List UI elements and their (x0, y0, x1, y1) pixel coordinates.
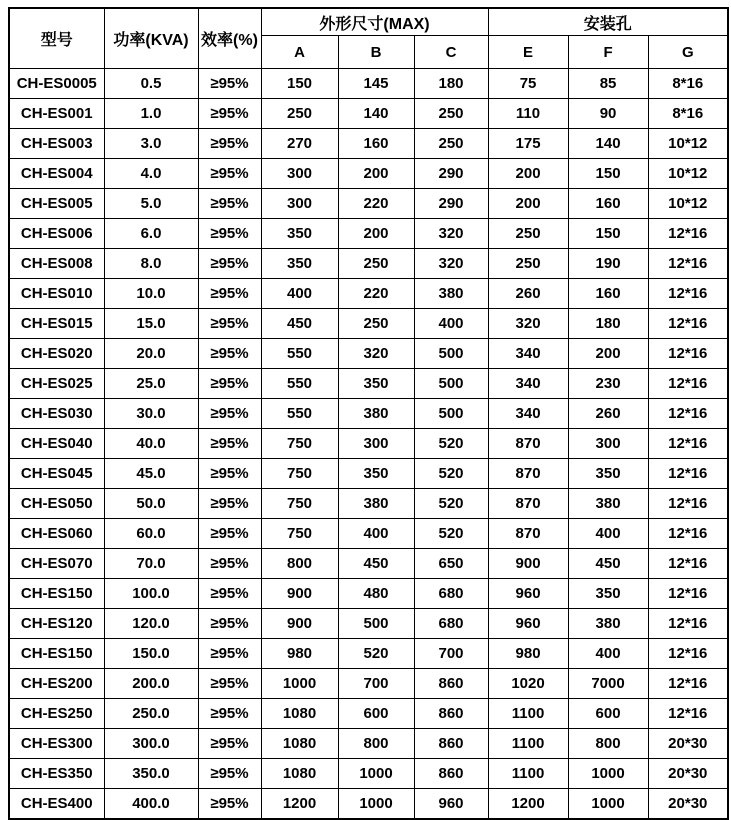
cell-dim-a: 800 (261, 549, 338, 579)
cell-hole-f: 140 (568, 129, 648, 159)
table-body (9, 69, 728, 820)
cell-dim-b: 220 (338, 189, 414, 219)
cell-hole-f: 150 (568, 219, 648, 249)
cell-hole-f: 150 (568, 159, 648, 189)
cell-dim-b: 1000 (338, 789, 414, 820)
cell-hole-g: 12*16 (648, 399, 728, 429)
cell-hole-g: 8*16 (648, 69, 728, 99)
cell-hole-f: 450 (568, 549, 648, 579)
cell-model: CH-ES015 (9, 309, 104, 339)
cell-dim-a: 900 (261, 609, 338, 639)
cell-dim-b: 160 (338, 129, 414, 159)
cell-efficiency: ≥95% (198, 669, 261, 699)
cell-hole-f: 300 (568, 429, 648, 459)
cell-hole-g: 12*16 (648, 609, 728, 639)
cell-dim-c: 180 (414, 69, 488, 99)
cell-hole-g: 12*16 (648, 309, 728, 339)
cell-dim-a: 750 (261, 489, 338, 519)
table-row (9, 489, 728, 519)
cell-efficiency: ≥95% (198, 639, 261, 669)
cell-hole-f: 200 (568, 339, 648, 369)
cell-hole-e: 1020 (488, 669, 568, 699)
cell-hole-f: 380 (568, 489, 648, 519)
cell-dim-c: 320 (414, 219, 488, 249)
cell-efficiency: ≥95% (198, 249, 261, 279)
cell-dim-a: 1200 (261, 789, 338, 820)
cell-dim-a: 270 (261, 129, 338, 159)
cell-power: 5.0 (104, 189, 198, 219)
cell-dim-a: 400 (261, 279, 338, 309)
cell-power: 200.0 (104, 669, 198, 699)
cell-power: 250.0 (104, 699, 198, 729)
cell-model: CH-ES006 (9, 219, 104, 249)
header-dimensions-group: 外形尺寸(MAX) (261, 8, 488, 36)
cell-hole-g: 12*16 (648, 549, 728, 579)
header-hole-f: F (568, 36, 648, 69)
cell-dim-b: 520 (338, 639, 414, 669)
cell-efficiency: ≥95% (198, 279, 261, 309)
cell-hole-g: 20*30 (648, 759, 728, 789)
cell-dim-c: 700 (414, 639, 488, 669)
cell-dim-b: 300 (338, 429, 414, 459)
cell-dim-b: 380 (338, 489, 414, 519)
cell-dim-c: 520 (414, 459, 488, 489)
header-efficiency: 效率(%) (198, 8, 261, 69)
cell-hole-e: 870 (488, 489, 568, 519)
cell-hole-g: 20*30 (648, 789, 728, 820)
header-hole-g: G (648, 36, 728, 69)
table-row (9, 429, 728, 459)
cell-model: CH-ES020 (9, 339, 104, 369)
cell-hole-f: 190 (568, 249, 648, 279)
cell-efficiency: ≥95% (198, 489, 261, 519)
cell-hole-e: 340 (488, 339, 568, 369)
cell-model: CH-ES010 (9, 279, 104, 309)
cell-power: 150.0 (104, 639, 198, 669)
cell-dim-c: 290 (414, 159, 488, 189)
table-row (9, 549, 728, 579)
cell-dim-b: 700 (338, 669, 414, 699)
cell-power: 100.0 (104, 579, 198, 609)
cell-efficiency: ≥95% (198, 69, 261, 99)
cell-hole-e: 250 (488, 219, 568, 249)
cell-power: 15.0 (104, 309, 198, 339)
cell-hole-g: 10*12 (648, 189, 728, 219)
cell-model: CH-ES350 (9, 759, 104, 789)
cell-hole-e: 340 (488, 369, 568, 399)
cell-dim-c: 860 (414, 669, 488, 699)
cell-efficiency: ≥95% (198, 129, 261, 159)
cell-efficiency: ≥95% (198, 189, 261, 219)
cell-hole-e: 1100 (488, 699, 568, 729)
cell-hole-e: 870 (488, 459, 568, 489)
cell-efficiency: ≥95% (198, 159, 261, 189)
cell-dim-b: 200 (338, 159, 414, 189)
cell-hole-f: 90 (568, 99, 648, 129)
cell-dim-a: 350 (261, 249, 338, 279)
header-dim-a: A (261, 36, 338, 69)
cell-hole-e: 980 (488, 639, 568, 669)
cell-hole-e: 1100 (488, 759, 568, 789)
cell-power: 30.0 (104, 399, 198, 429)
cell-dim-b: 1000 (338, 759, 414, 789)
cell-hole-g: 12*16 (648, 699, 728, 729)
cell-efficiency: ≥95% (198, 519, 261, 549)
cell-dim-a: 450 (261, 309, 338, 339)
cell-dim-b: 145 (338, 69, 414, 99)
cell-dim-b: 220 (338, 279, 414, 309)
cell-power: 8.0 (104, 249, 198, 279)
cell-dim-c: 680 (414, 609, 488, 639)
cell-hole-g: 12*16 (648, 669, 728, 699)
cell-hole-e: 75 (488, 69, 568, 99)
cell-dim-c: 320 (414, 249, 488, 279)
cell-dim-a: 550 (261, 399, 338, 429)
cell-dim-b: 250 (338, 309, 414, 339)
cell-hole-f: 260 (568, 399, 648, 429)
cell-dim-b: 140 (338, 99, 414, 129)
cell-model: CH-ES060 (9, 519, 104, 549)
cell-dim-b: 380 (338, 399, 414, 429)
cell-efficiency: ≥95% (198, 759, 261, 789)
cell-dim-c: 680 (414, 579, 488, 609)
cell-hole-f: 230 (568, 369, 648, 399)
cell-hole-g: 12*16 (648, 369, 728, 399)
table-row (9, 669, 728, 699)
cell-power: 300.0 (104, 729, 198, 759)
cell-dim-b: 350 (338, 369, 414, 399)
cell-hole-g: 12*16 (648, 339, 728, 369)
cell-dim-a: 150 (261, 69, 338, 99)
cell-dim-c: 500 (414, 339, 488, 369)
cell-dim-a: 980 (261, 639, 338, 669)
cell-model: CH-ES200 (9, 669, 104, 699)
cell-dim-c: 520 (414, 519, 488, 549)
cell-power: 0.5 (104, 69, 198, 99)
cell-dim-c: 650 (414, 549, 488, 579)
cell-model: CH-ES400 (9, 789, 104, 820)
cell-dim-a: 1080 (261, 729, 338, 759)
cell-dim-a: 750 (261, 519, 338, 549)
cell-dim-a: 300 (261, 159, 338, 189)
cell-hole-f: 180 (568, 309, 648, 339)
cell-power: 6.0 (104, 219, 198, 249)
table-row (9, 279, 728, 309)
cell-model: CH-ES001 (9, 99, 104, 129)
cell-hole-g: 12*16 (648, 489, 728, 519)
cell-hole-e: 175 (488, 129, 568, 159)
cell-efficiency: ≥95% (198, 219, 261, 249)
cell-efficiency: ≥95% (198, 579, 261, 609)
cell-dim-a: 750 (261, 459, 338, 489)
cell-model: CH-ES045 (9, 459, 104, 489)
cell-dim-b: 400 (338, 519, 414, 549)
cell-dim-a: 550 (261, 339, 338, 369)
cell-dim-c: 520 (414, 489, 488, 519)
table-row (9, 249, 728, 279)
cell-hole-f: 1000 (568, 759, 648, 789)
cell-model: CH-ES150 (9, 579, 104, 609)
cell-dim-a: 250 (261, 99, 338, 129)
cell-hole-e: 1100 (488, 729, 568, 759)
cell-dim-c: 400 (414, 309, 488, 339)
cell-hole-g: 12*16 (648, 249, 728, 279)
table-row (9, 699, 728, 729)
cell-dim-b: 500 (338, 609, 414, 639)
table-row (9, 729, 728, 759)
header-model: 型号 (9, 8, 104, 69)
cell-dim-c: 960 (414, 789, 488, 820)
cell-hole-e: 260 (488, 279, 568, 309)
cell-power: 4.0 (104, 159, 198, 189)
cell-dim-a: 300 (261, 189, 338, 219)
header-hole-e: E (488, 36, 568, 69)
cell-hole-e: 110 (488, 99, 568, 129)
cell-hole-g: 12*16 (648, 459, 728, 489)
cell-dim-a: 1080 (261, 699, 338, 729)
table-row (9, 339, 728, 369)
table-row (9, 759, 728, 789)
cell-efficiency: ≥95% (198, 399, 261, 429)
cell-dim-a: 750 (261, 429, 338, 459)
cell-hole-g: 10*12 (648, 129, 728, 159)
cell-hole-f: 380 (568, 609, 648, 639)
cell-dim-c: 250 (414, 99, 488, 129)
cell-hole-e: 1200 (488, 789, 568, 820)
cell-power: 45.0 (104, 459, 198, 489)
cell-hole-e: 340 (488, 399, 568, 429)
cell-model: CH-ES030 (9, 399, 104, 429)
cell-hole-e: 960 (488, 579, 568, 609)
cell-power: 70.0 (104, 549, 198, 579)
cell-hole-g: 12*16 (648, 279, 728, 309)
header-dim-b: B (338, 36, 414, 69)
cell-power: 350.0 (104, 759, 198, 789)
cell-hole-f: 800 (568, 729, 648, 759)
table-row (9, 519, 728, 549)
cell-dim-c: 860 (414, 729, 488, 759)
table-row (9, 369, 728, 399)
cell-hole-e: 870 (488, 429, 568, 459)
table-row (9, 129, 728, 159)
cell-dim-c: 860 (414, 759, 488, 789)
cell-efficiency: ≥95% (198, 99, 261, 129)
table-row (9, 459, 728, 489)
cell-efficiency: ≥95% (198, 549, 261, 579)
cell-hole-g: 12*16 (648, 579, 728, 609)
cell-hole-g: 12*16 (648, 219, 728, 249)
cell-efficiency: ≥95% (198, 459, 261, 489)
cell-model: CH-ES003 (9, 129, 104, 159)
cell-dim-b: 200 (338, 219, 414, 249)
cell-hole-g: 8*16 (648, 99, 728, 129)
cell-dim-a: 900 (261, 579, 338, 609)
table-row (9, 309, 728, 339)
cell-dim-c: 860 (414, 699, 488, 729)
cell-model: CH-ES150 (9, 639, 104, 669)
cell-power: 120.0 (104, 609, 198, 639)
cell-efficiency: ≥95% (198, 699, 261, 729)
cell-dim-b: 450 (338, 549, 414, 579)
cell-dim-b: 250 (338, 249, 414, 279)
cell-model: CH-ES0005 (9, 69, 104, 99)
header-row-groups (9, 8, 728, 36)
cell-dim-c: 250 (414, 129, 488, 159)
cell-hole-f: 160 (568, 279, 648, 309)
cell-hole-g: 12*16 (648, 429, 728, 459)
cell-model: CH-ES025 (9, 369, 104, 399)
cell-power: 40.0 (104, 429, 198, 459)
cell-model: CH-ES004 (9, 159, 104, 189)
cell-hole-g: 12*16 (648, 519, 728, 549)
table-row (9, 639, 728, 669)
cell-dim-b: 480 (338, 579, 414, 609)
cell-efficiency: ≥95% (198, 339, 261, 369)
cell-hole-f: 85 (568, 69, 648, 99)
cell-model: CH-ES040 (9, 429, 104, 459)
cell-dim-c: 500 (414, 369, 488, 399)
cell-dim-c: 500 (414, 399, 488, 429)
cell-hole-f: 400 (568, 519, 648, 549)
cell-hole-e: 870 (488, 519, 568, 549)
cell-hole-f: 7000 (568, 669, 648, 699)
table-header (9, 8, 728, 69)
cell-dim-b: 320 (338, 339, 414, 369)
cell-hole-e: 900 (488, 549, 568, 579)
cell-efficiency: ≥95% (198, 609, 261, 639)
cell-dim-b: 600 (338, 699, 414, 729)
table-row (9, 789, 728, 820)
cell-hole-e: 200 (488, 159, 568, 189)
product-spec-table (8, 7, 729, 820)
cell-model: CH-ES005 (9, 189, 104, 219)
cell-power: 1.0 (104, 99, 198, 129)
cell-dim-c: 290 (414, 189, 488, 219)
cell-power: 10.0 (104, 279, 198, 309)
cell-hole-e: 250 (488, 249, 568, 279)
table-row (9, 609, 728, 639)
cell-efficiency: ≥95% (198, 429, 261, 459)
table-row (9, 399, 728, 429)
cell-hole-f: 400 (568, 639, 648, 669)
cell-hole-f: 600 (568, 699, 648, 729)
header-power: 功率(KVA) (104, 8, 198, 69)
cell-dim-a: 1080 (261, 759, 338, 789)
cell-efficiency: ≥95% (198, 729, 261, 759)
cell-efficiency: ≥95% (198, 789, 261, 820)
cell-hole-g: 20*30 (648, 729, 728, 759)
cell-model: CH-ES050 (9, 489, 104, 519)
cell-dim-c: 520 (414, 429, 488, 459)
cell-model: CH-ES300 (9, 729, 104, 759)
cell-power: 400.0 (104, 789, 198, 820)
cell-hole-e: 320 (488, 309, 568, 339)
table-row (9, 99, 728, 129)
cell-power: 25.0 (104, 369, 198, 399)
cell-dim-a: 1000 (261, 669, 338, 699)
table-row (9, 219, 728, 249)
cell-efficiency: ≥95% (198, 369, 261, 399)
table-row (9, 579, 728, 609)
cell-power: 20.0 (104, 339, 198, 369)
cell-power: 3.0 (104, 129, 198, 159)
cell-power: 60.0 (104, 519, 198, 549)
cell-model: CH-ES120 (9, 609, 104, 639)
header-dim-c: C (414, 36, 488, 69)
cell-hole-e: 960 (488, 609, 568, 639)
cell-hole-g: 12*16 (648, 639, 728, 669)
table-row (9, 189, 728, 219)
cell-hole-f: 350 (568, 579, 648, 609)
table-row (9, 159, 728, 189)
cell-hole-g: 10*12 (648, 159, 728, 189)
cell-model: CH-ES070 (9, 549, 104, 579)
cell-dim-c: 380 (414, 279, 488, 309)
cell-model: CH-ES250 (9, 699, 104, 729)
header-mounting-group: 安装孔 (488, 8, 728, 36)
cell-hole-f: 1000 (568, 789, 648, 820)
cell-efficiency: ≥95% (198, 309, 261, 339)
cell-hole-f: 160 (568, 189, 648, 219)
cell-hole-e: 200 (488, 189, 568, 219)
table-row (9, 69, 728, 99)
cell-dim-b: 800 (338, 729, 414, 759)
cell-hole-f: 350 (568, 459, 648, 489)
cell-dim-b: 350 (338, 459, 414, 489)
cell-model: CH-ES008 (9, 249, 104, 279)
cell-power: 50.0 (104, 489, 198, 519)
cell-dim-a: 350 (261, 219, 338, 249)
cell-dim-a: 550 (261, 369, 338, 399)
